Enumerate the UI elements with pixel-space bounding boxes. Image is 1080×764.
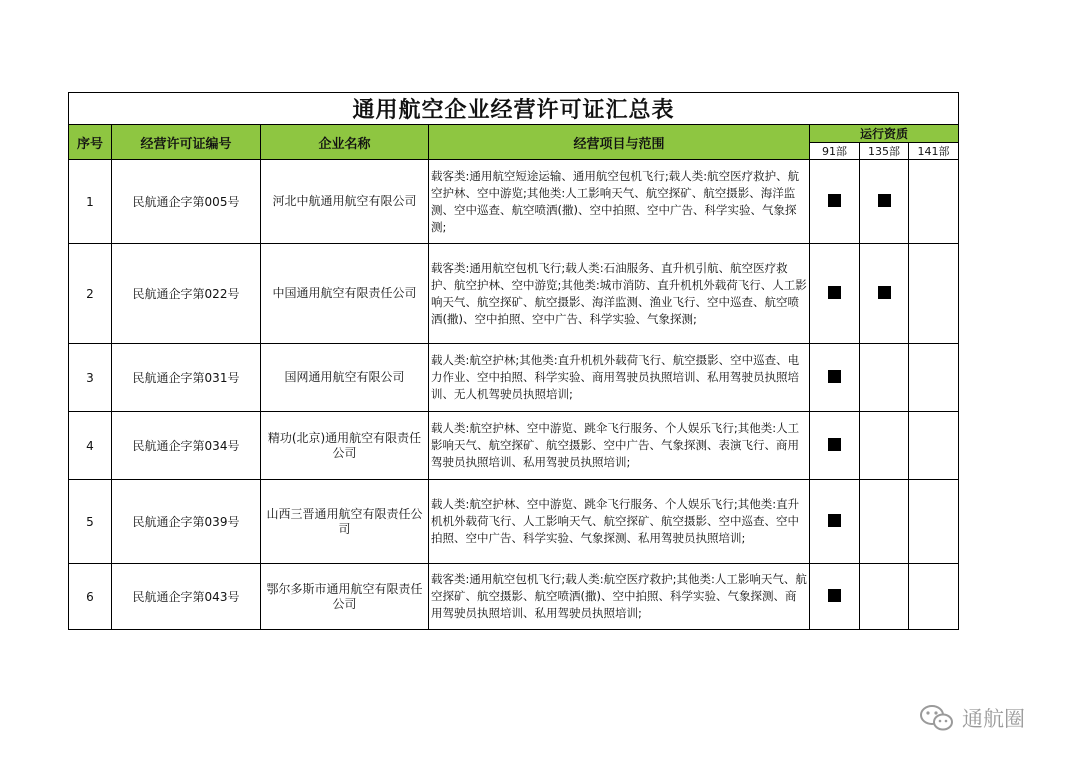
row-q91 bbox=[810, 160, 860, 244]
header-license: 经营许可证编号 bbox=[112, 125, 261, 160]
header-part-141: 141部 bbox=[909, 143, 959, 160]
row-scope bbox=[429, 412, 810, 480]
row-q135 bbox=[860, 412, 909, 480]
row-scope-text: 载客类:通用航空包机飞行;载人类:航空医疗救护;其他类:人工影响天气、航空探矿、航空摄影、航空喷洒(撒)、空中拍照、科学实验、气象探测、商用驾驶员执照培训、私用驾驶员执照培训; bbox=[431, 572, 807, 620]
license-table bbox=[68, 92, 959, 630]
qualification-mark bbox=[828, 194, 841, 207]
qualification-mark bbox=[828, 589, 841, 602]
row-index: 3 bbox=[69, 344, 112, 412]
row-index: 6 bbox=[69, 564, 112, 630]
row-q91 bbox=[810, 412, 860, 480]
row-scope-text: 载客类:通用航空包机飞行;载人类:石油服务、直升机引航、航空医疗救护、航空护林、空中游览;其他类:城市消防、直升机机外载荷飞行、人工影响天气、航空探矿、航空摄影、海洋监测、渔业飞行、空中巡查、航空喷洒(撒)、空中拍照、空中广告、科学实验、气象探测; bbox=[431, 260, 807, 326]
row-company: 山西三晋通用航空有限责任公司 bbox=[261, 480, 429, 564]
row-q141 bbox=[909, 480, 959, 564]
qualification-mark bbox=[878, 286, 891, 299]
row-company: 国网通用航空有限公司 bbox=[261, 344, 429, 412]
row-license: 民航通企字第043号 bbox=[112, 564, 261, 630]
row-q91 bbox=[810, 564, 860, 630]
row-index: 1 bbox=[69, 160, 112, 244]
header-part-135: 135部 bbox=[860, 143, 909, 160]
row-q135 bbox=[860, 480, 909, 564]
row-index: 2 bbox=[69, 244, 112, 344]
header-company: 企业名称 bbox=[261, 125, 429, 160]
row-license: 民航通企字第022号 bbox=[112, 244, 261, 344]
row-q135 bbox=[860, 564, 909, 630]
row-q91 bbox=[810, 480, 860, 564]
row-q141 bbox=[909, 412, 959, 480]
row-company: 河北中航通用航空有限公司 bbox=[261, 160, 429, 244]
qualification-mark bbox=[828, 370, 841, 383]
row-company: 精功(北京)通用航空有限责任公司 bbox=[261, 412, 429, 480]
header-part-91: 91部 bbox=[810, 143, 860, 160]
row-q135 bbox=[860, 344, 909, 412]
qualification-mark bbox=[828, 286, 841, 299]
row-q135 bbox=[860, 160, 909, 244]
row-index: 4 bbox=[69, 412, 112, 480]
row-license: 民航通企字第005号 bbox=[112, 160, 261, 244]
row-scope-text: 载人类:航空护林、空中游览、跳伞飞行服务、个人娱乐飞行;其他类:人工影响天气、航空探矿、航空摄影、空中广告、气象探测、表演飞行、商用驾驶员执照培训、私用驾驶员执照培训; bbox=[431, 421, 800, 469]
row-license: 民航通企字第034号 bbox=[112, 412, 261, 480]
wechat-icon bbox=[918, 703, 956, 733]
row-scope bbox=[429, 480, 810, 564]
table-row bbox=[69, 480, 959, 564]
table-row bbox=[69, 344, 959, 412]
header-scope: 经营项目与范围 bbox=[429, 125, 810, 160]
table-row bbox=[69, 244, 959, 344]
watermark bbox=[918, 700, 1025, 736]
table-title: 通用航空企业经营许可证汇总表 bbox=[69, 93, 959, 125]
row-scope bbox=[429, 244, 810, 344]
row-license: 民航通企字第031号 bbox=[112, 344, 261, 412]
row-company: 鄂尔多斯市通用航空有限责任公司 bbox=[261, 564, 429, 630]
row-scope-text: 载客类:通用航空短途运输、通用航空包机飞行;载人类:航空医疗救护、航空护林、空中游览;其他类:人工影响天气、航空探矿、航空摄影、海洋监测、空中巡查、航空喷洒(撒)、空中拍照、空中广告、科学实验、气象探测; bbox=[431, 168, 800, 234]
row-q141 bbox=[909, 160, 959, 244]
row-scope bbox=[429, 160, 810, 244]
qualification-mark bbox=[828, 438, 841, 451]
row-q91 bbox=[810, 344, 860, 412]
header-index: 序号 bbox=[69, 125, 112, 160]
table-row bbox=[69, 564, 959, 630]
table-row bbox=[69, 160, 959, 244]
row-company: 中国通用航空有限责任公司 bbox=[261, 244, 429, 344]
row-scope-text: 载人类:航空护林、空中游览、跳伞飞行服务、个人娱乐飞行;其他类:直升机机外载荷飞行、人工影响天气、航空探矿、航空摄影、空中巡查、空中拍照、空中广告、科学实验、气象探测、私用驾驶员执照培训; bbox=[431, 497, 800, 545]
header-qualification: 运行资质 bbox=[810, 125, 959, 143]
row-scope bbox=[429, 344, 810, 412]
qualification-mark bbox=[828, 514, 841, 527]
qualification-mark bbox=[878, 194, 891, 207]
row-q141 bbox=[909, 244, 959, 344]
summary-sheet bbox=[68, 92, 958, 630]
row-scope-text: 载人类:航空护林;其他类:直升机机外载荷飞行、航空摄影、空中巡查、电力作业、空中拍照、科学实验、商用驾驶员执照培训、私用驾驶员执照培训、无人机驾驶员执照培训; bbox=[431, 353, 800, 401]
row-q141 bbox=[909, 564, 959, 630]
row-scope bbox=[429, 564, 810, 630]
watermark-text: 通航圈 bbox=[962, 707, 1025, 731]
row-q91 bbox=[810, 244, 860, 344]
row-q135 bbox=[860, 244, 909, 344]
row-q141 bbox=[909, 344, 959, 412]
row-index: 5 bbox=[69, 480, 112, 564]
table-row bbox=[69, 412, 959, 480]
row-license: 民航通企字第039号 bbox=[112, 480, 261, 564]
